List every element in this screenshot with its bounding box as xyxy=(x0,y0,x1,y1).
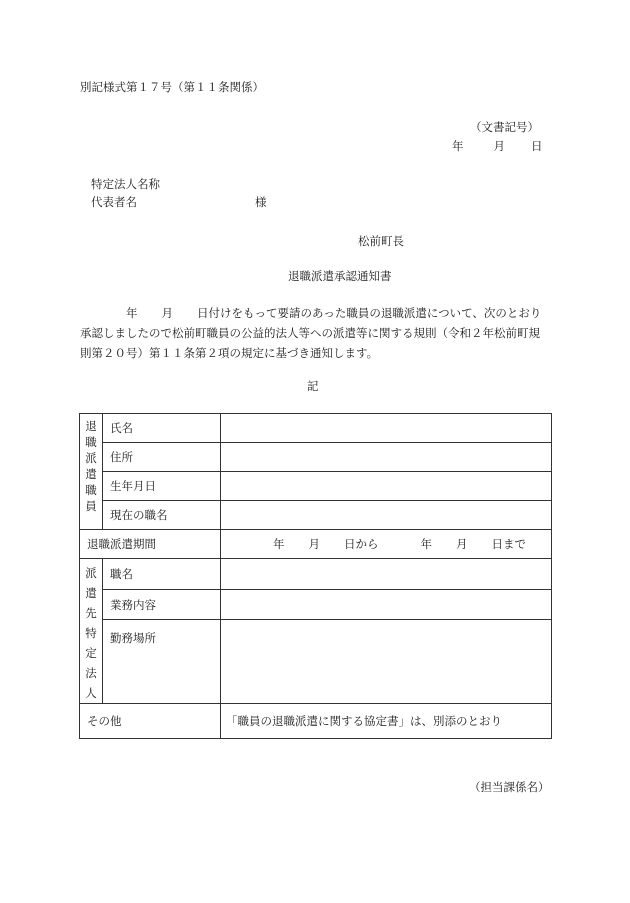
document-number: （文書記号） xyxy=(470,120,539,134)
other-value: 「職員の退職派遣に関する協定書」は、別添のとおり xyxy=(221,704,552,739)
destination-row-label: 職名 xyxy=(103,559,221,590)
employee-group-label: 退 職 派 遣 職 員 xyxy=(85,419,97,513)
body-text xyxy=(80,303,550,363)
destination-workplace-value xyxy=(221,620,552,704)
representative-name-label: 代表者名 xyxy=(91,195,137,209)
table-row xyxy=(80,589,552,620)
employee-row-label: 現在の職名 xyxy=(103,501,221,530)
employee-row-label: 住所 xyxy=(103,443,221,472)
employee-birthdate-value xyxy=(221,472,552,501)
date-year: 年 xyxy=(452,139,464,153)
other-label: その他 xyxy=(80,704,221,739)
table-row xyxy=(80,530,552,559)
body-line-2: 承認しましたので松前町職員の公益的法人等への派遣等に関する規則（令和２年松前町規 xyxy=(80,326,540,340)
sender-mayor: 松前町長 xyxy=(358,234,404,248)
employee-row-label: 生年月日 xyxy=(103,472,221,501)
employee-address-value xyxy=(221,443,552,472)
body-line-3: 則第２０号）第１１条第２項の規定に基づき通知します。 xyxy=(80,346,379,360)
date-day: 日 xyxy=(531,139,543,153)
table-row xyxy=(80,704,552,739)
corporation-name-label: 特定法人名称 xyxy=(91,177,160,191)
destination-row-label: 業務内容 xyxy=(103,589,221,620)
honorific-sama: 様 xyxy=(255,195,267,209)
employee-name-value xyxy=(221,414,552,443)
issue-date xyxy=(452,138,543,154)
period-label: 退職派遣期間 xyxy=(80,530,221,559)
period-month-start: 月 xyxy=(308,537,320,551)
destination-duties-value xyxy=(221,589,552,620)
destination-group-label: 派 遣 先 特 定 法 人 xyxy=(85,566,97,700)
body-year: 年 xyxy=(126,306,138,320)
table-row xyxy=(80,443,552,472)
body-line-1 xyxy=(80,303,550,323)
employee-row-label: 氏名 xyxy=(103,414,221,443)
form-label: 別記様式第１７号（第１１条関係） xyxy=(80,80,264,94)
destination-position-value xyxy=(221,559,552,590)
destination-group-header xyxy=(80,559,103,704)
period-month-end: 月 xyxy=(456,537,468,551)
contact-department: （担当課係名） xyxy=(469,780,550,794)
period-value xyxy=(221,530,552,559)
details-table xyxy=(79,413,552,739)
destination-row-label: 勤務場所 xyxy=(103,620,221,704)
date-month: 月 xyxy=(493,139,505,153)
period-year-end: 年 xyxy=(420,537,432,551)
period-year-start: 年 xyxy=(273,537,285,551)
document-title: 退職派遣承認通知書 xyxy=(288,269,392,283)
period-day-end: 日まで xyxy=(491,537,526,551)
ki-heading: 記 xyxy=(307,379,319,393)
employee-group-header xyxy=(80,414,103,530)
table-row xyxy=(80,414,552,443)
table-row xyxy=(80,501,552,530)
body-rest: 日付けをもって要請のあった職員の退職派遣について、次のとおり xyxy=(197,306,542,320)
table-row xyxy=(80,620,552,704)
period-day-start: 日から xyxy=(344,537,379,551)
table-row xyxy=(80,472,552,501)
table-row xyxy=(80,559,552,590)
employee-position-value xyxy=(221,501,552,530)
body-month: 月 xyxy=(161,306,173,320)
